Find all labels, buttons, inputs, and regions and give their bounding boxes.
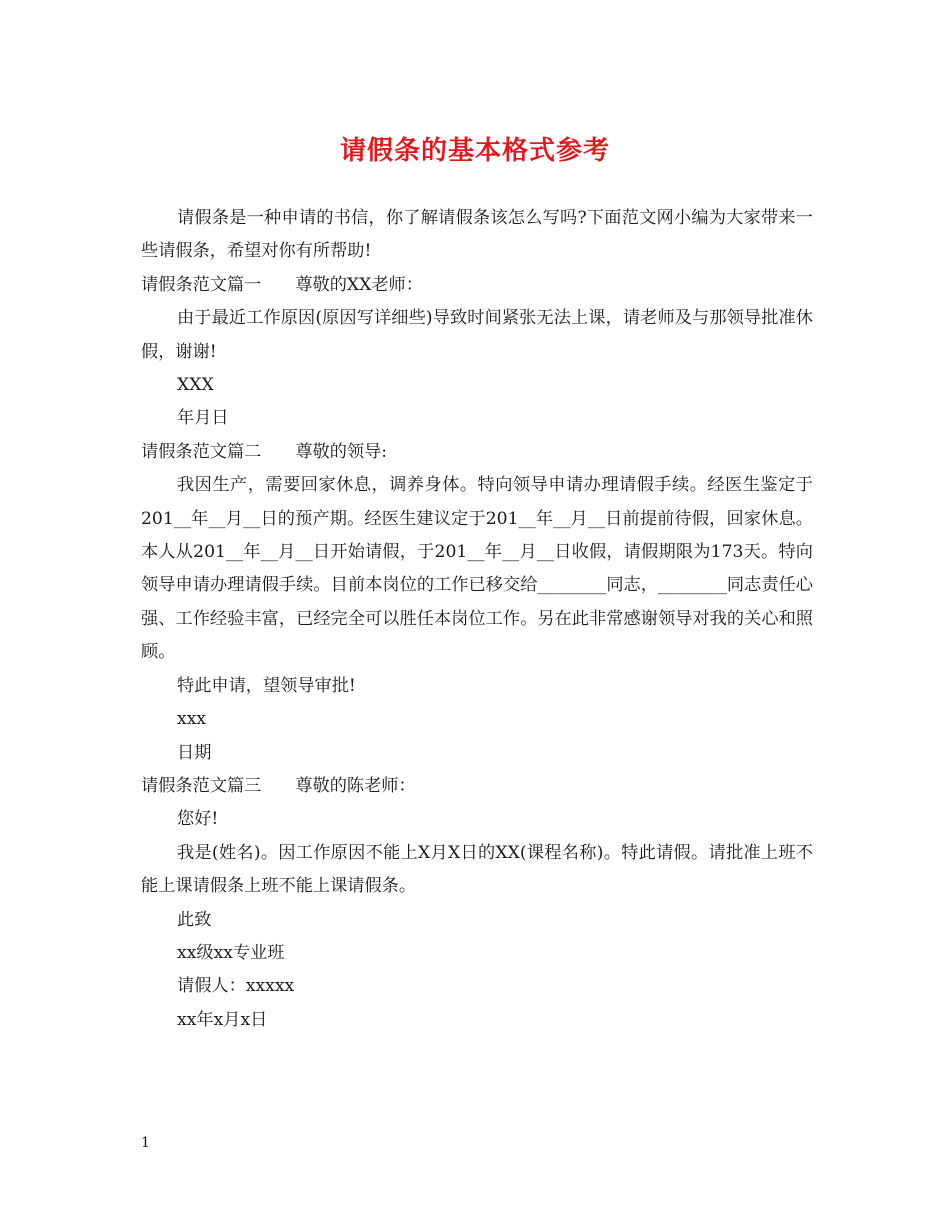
sample1-heading: 请假条范文篇一 [141,274,262,295]
sample3-heading: 请假条范文篇三 [141,775,262,796]
sample1-date: 年月日 [177,408,229,429]
sample2-salutation: 尊敬的领导: [295,441,388,462]
sample1-salutation: 尊敬的XX老师： [295,274,423,295]
sample3-class: xx级xx专业班 [177,942,285,963]
sample3-salutation: 尊敬的陈老师： [295,775,416,796]
sample1-heading-line [141,269,813,302]
sample3-closing: 此致 [177,909,212,930]
sample2-date: 日期 [177,742,212,763]
intro-paragraph: 请假条是一种申请的书信，你了解请假条该怎么写吗?下面范文网小编为大家带来一些请假条，希望对你有所帮助! [141,208,813,262]
sample3-body: 我是(姓名)。因工作原因不能上X月X日的XX(课程名称)。特此请假。请批准上班不能上课请假条上班不能上课请假条。 [141,842,813,897]
sample1-body: 由于最近工作原因(原因写详细些)导致时间紧张无法上课，请老师及与那领导批准休假，谢谢! [141,308,813,362]
sample1-signature: XXX [177,375,214,396]
sample3-greeting: 您好! [177,809,219,830]
sample2-heading-line [141,436,813,469]
page-number: 1 [141,1135,150,1151]
document-title: 请假条的基本格式参考 [339,136,610,166]
sample2-heading: 请假条范文篇二 [141,441,262,462]
sample2-body: 我因生产，需要回家休息，调养身体。特向领导申请办理请假手续。经医生鉴定于201__年__月__日的预产期。经医生建议定于201__年__月__日前提前待假，回家休息。本人从201__年__月__日开始请假，于201__年__月__日收假，请假期限为173天。特向领导申请办理请假手续。目前本岗位的工作已移交给________同志，________同志责任心强、工作经验丰富，已经完全可以胜任本岗位工作。另在此非常感谢领导对我的关心和照顾。 [141,475,813,663]
document-body [141,202,813,1037]
sample2-closing: 特此申请，望领导审批! [177,675,356,696]
sample2-signature: xxx [177,709,207,730]
sample3-date: xx年x月x日 [177,1009,268,1030]
sample3-applicant: 请假人：xxxxx [177,976,295,997]
sample3-heading-line [141,770,813,803]
